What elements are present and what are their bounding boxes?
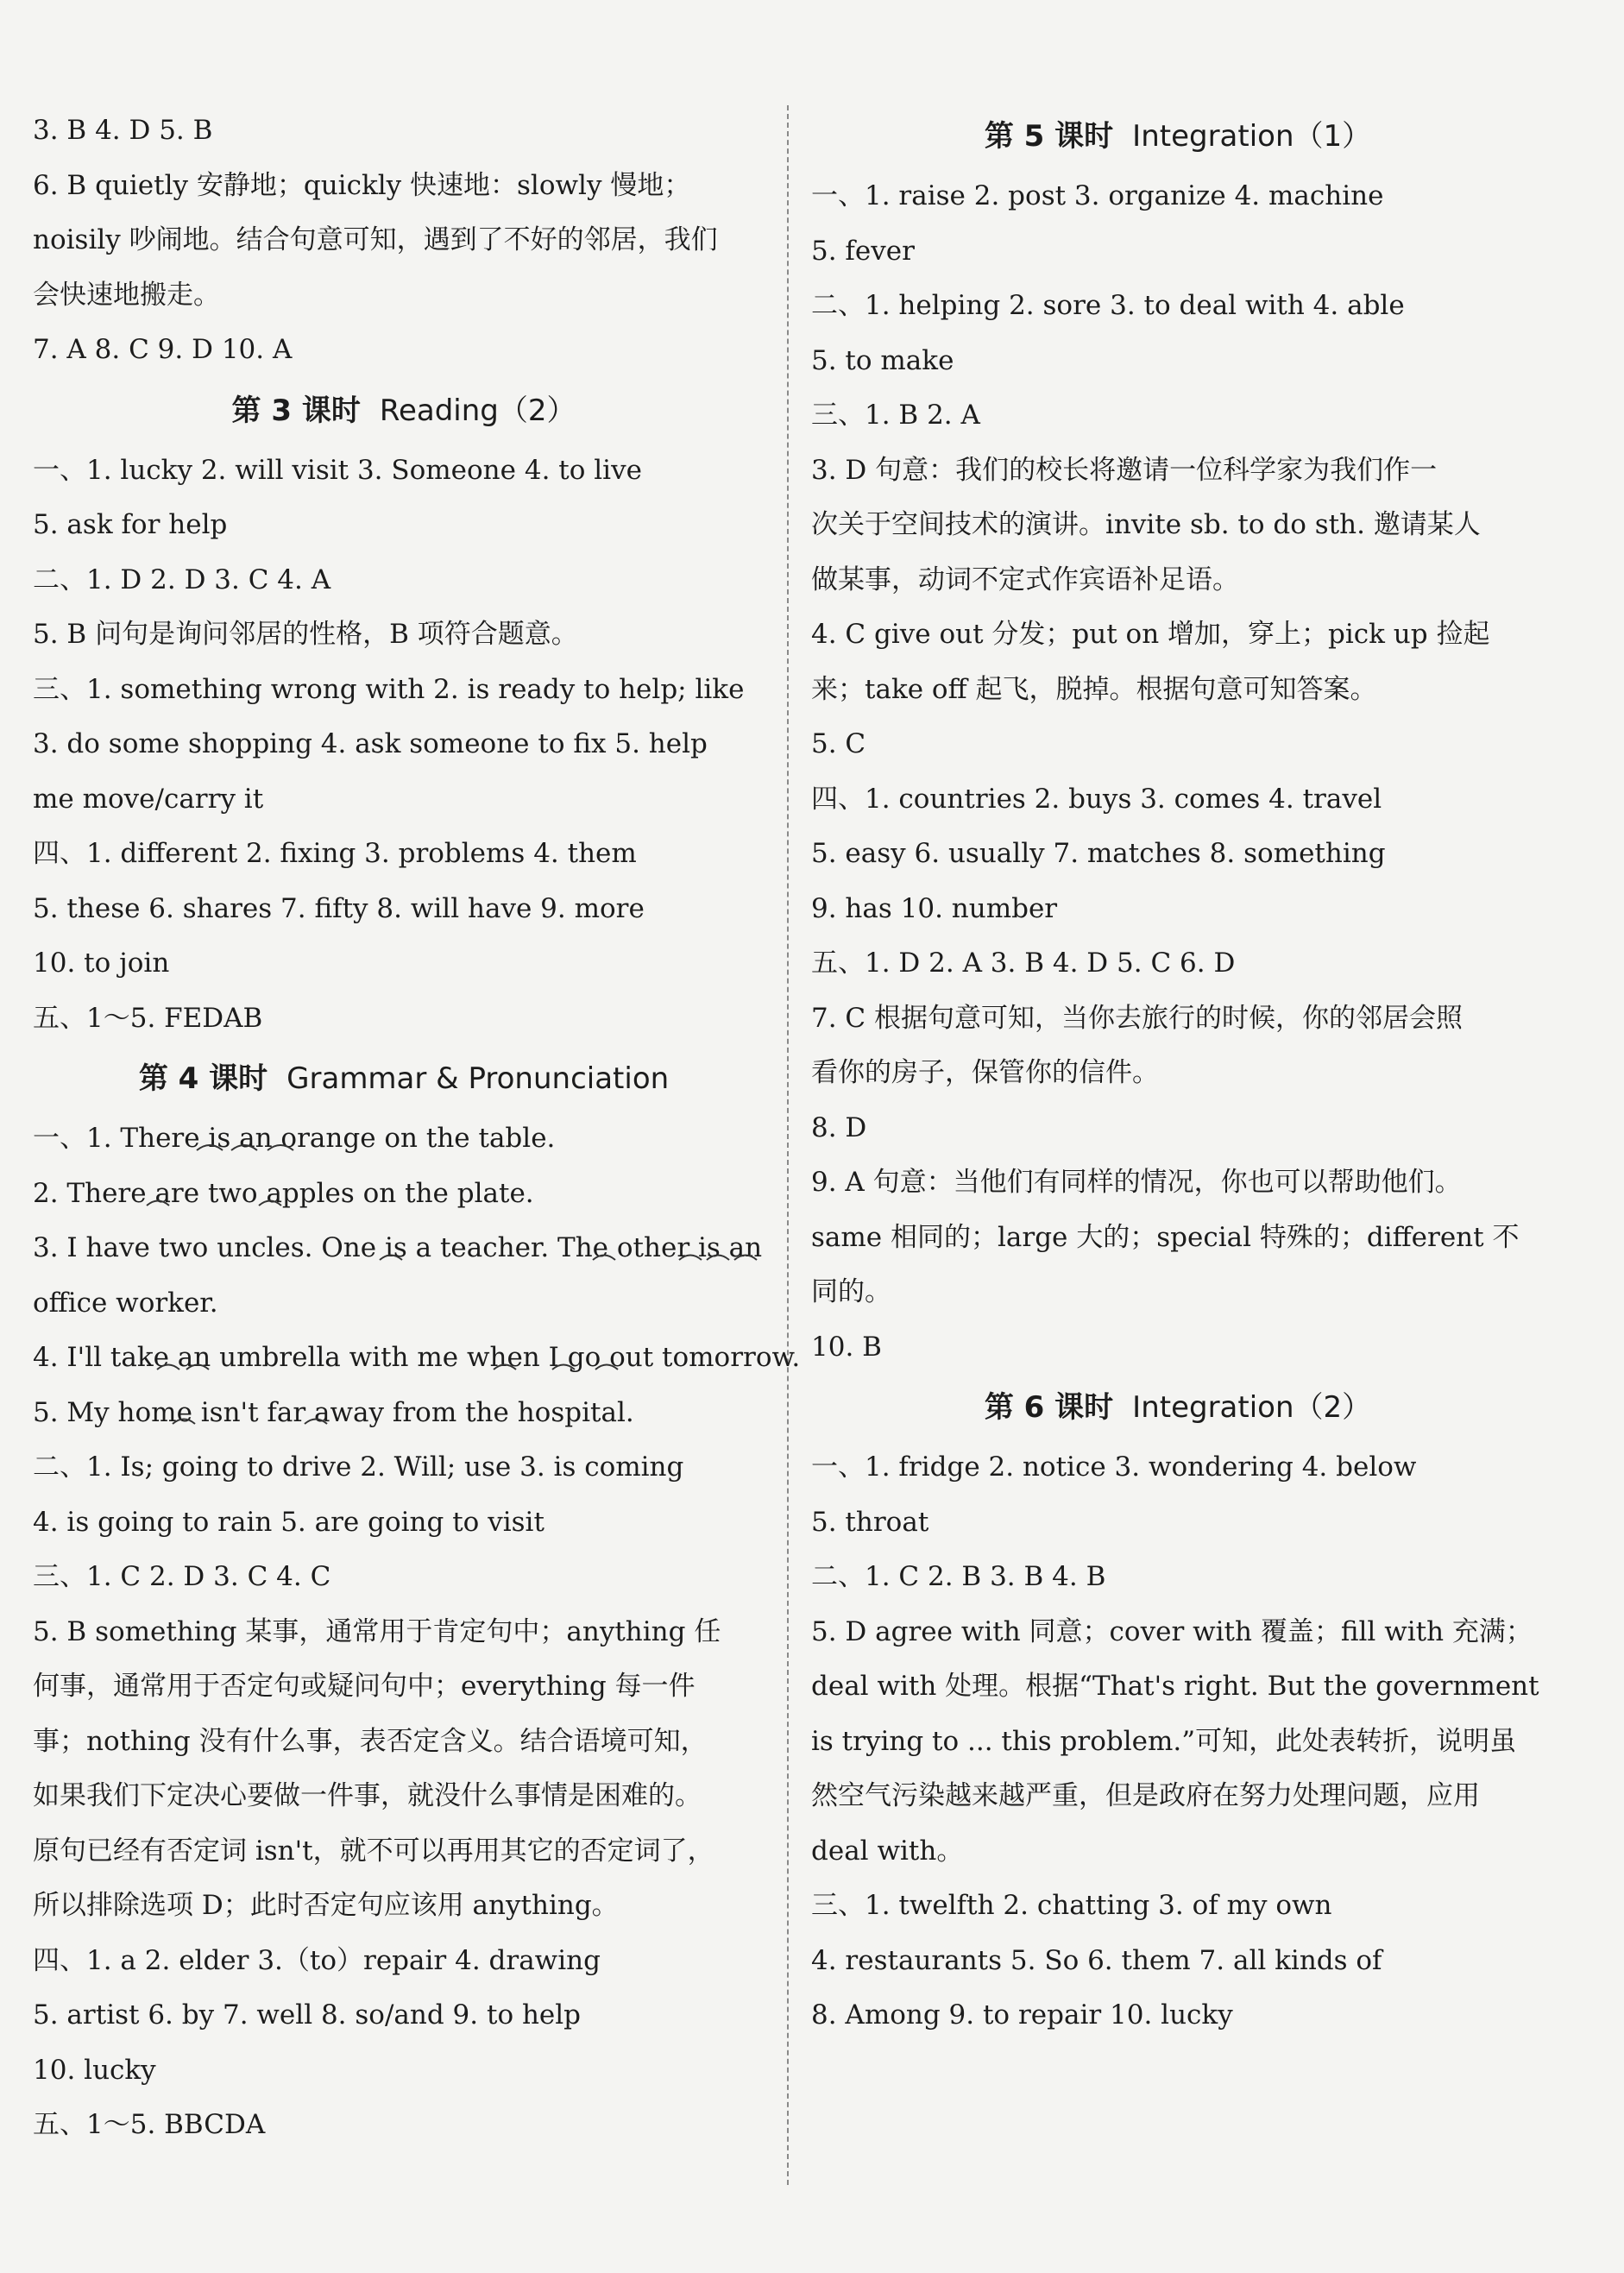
lesson-heading (811, 1375, 1545, 1440)
answer-line: 2. There are two apples on the plate. (33, 1177, 534, 1209)
answer-line: deal with 处理。根据“That's right. But the government (811, 1671, 1539, 1702)
answer-line: 5. to make (811, 344, 954, 376)
answer-line: 三、1. something wrong with 2. is ready to help; like (33, 673, 745, 705)
column-divider (787, 105, 789, 2185)
answer-line: deal with。 (811, 1835, 964, 1867)
answer-line: me move/carry it (33, 783, 264, 815)
answer-line: 10. to join (33, 948, 170, 979)
answer-line: 然空气污染越来越严重，但是政府在努力处理问题，应用 (811, 1780, 1480, 1811)
answer-line: 4. restaurants 5. So 6. them 7. all kinds of (811, 1944, 1382, 1976)
answer-line: 10. B (811, 1331, 882, 1363)
answer-line: 一、1. There is an orange on the table. (33, 1123, 556, 1154)
answer-line: 次关于空间技术的演讲。invite sb. to do sth. 邀请某人 (811, 509, 1481, 540)
answer-line: 5. these 6. shares 7. fifty 8. will have 9. more (33, 892, 645, 924)
answer-line: 4. C give out 分发；put on 增加，穿上；pick up 捡起 (811, 619, 1490, 650)
lesson-number: 第 3 课时 (231, 393, 361, 428)
answer-line: 7. C 根据句意可知，当你去旅行的时候，你的邻居会照 (811, 1002, 1463, 1034)
answer-line: 所以排除选项 D；此时否定句应该用 anything。 (33, 1890, 619, 1921)
lesson-number: 第 6 课时 (984, 1390, 1114, 1425)
answer-line: 二、1. helping 2. sore 3. to deal with 4. able (811, 290, 1405, 321)
answer-line: 3. B 4. D 5. B (33, 115, 213, 146)
answer-line: 5. ask for help (33, 509, 228, 540)
right-column (811, 104, 1545, 2043)
answer-line: 5. fever (811, 235, 915, 267)
answer-line: 4. I'll take an umbrella with me when I go out tomorrow. (33, 1342, 801, 1373)
answer-line: 何事，通常用于否定句或疑问句中；everything 每一件 (33, 1671, 696, 1702)
answer-line: 三、1. twelfth 2. chatting 3. of my own (811, 1890, 1332, 1921)
answer-line: 原句已经有否定词 isn't，就不可以再用其它的否定词了， (33, 1835, 714, 1867)
answer-line: noisily 吵闹地。结合句意可知，遇到了不好的邻居，我们 (33, 224, 718, 255)
answer-line: 四、1. a 2. elder 3.（to）repair 4. drawing (33, 1944, 601, 1976)
answer-line: 会快速地搬走。 (33, 279, 220, 311)
answer-line: 一、1. raise 2. post 3. organize 4. machine (811, 180, 1384, 211)
answer-line: 5. throat (811, 1506, 929, 1538)
answer-line: 9. has 10. number (811, 892, 1058, 924)
lesson-heading (33, 1046, 775, 1111)
lesson-title: Integration（2） (1132, 1390, 1372, 1425)
answer-line: 5. B 问句是询问邻居的性格，B 项符合题意。 (33, 619, 578, 650)
answer-line: 同的。 (811, 1276, 891, 1307)
lesson-number: 第 5 课时 (984, 119, 1114, 154)
answer-line: 6. B quietly 安静地；quickly 快速地：slowly 慢地； (33, 169, 691, 201)
answer-line: 来；take off 起飞，脱掉。根据句意可知答案。 (811, 673, 1377, 705)
answer-line: 二、1. D 2. D 3. C 4. A (33, 564, 331, 595)
answer-line: 5. B something 某事，通常用于肯定句中；anything 任 (33, 1615, 721, 1647)
answer-line: 5. artist 6. by 7. well 8. so/and 9. to help (33, 1999, 582, 2031)
answer-line: 五、1～5. BBCDA (33, 2109, 266, 2140)
answer-line: 事；nothing 没有什么事，表否定含义。结合语境可知， (33, 1725, 708, 1757)
answer-line: office worker. (33, 1287, 218, 1319)
answer-line: 如果我们下定决心要做一件事，就没什么事情是困难的。 (33, 1780, 702, 1811)
answer-line: 四、1. countries 2. buys 3. comes 4. travel (811, 783, 1382, 815)
answer-line: 一、1. lucky 2. will visit 3. Someone 4. to live (33, 454, 642, 486)
answer-line: 一、1. fridge 2. notice 3. wondering 4. below (811, 1451, 1417, 1483)
answer-line: is trying to ... this problem.”可知，此处表转折，说明虽 (811, 1725, 1517, 1757)
answer-line: same 相同的；large 大的；special 特殊的；different 不 (811, 1221, 1520, 1253)
answer-line: 5. D agree with 同意；cover with 覆盖；fill with 充满； (811, 1615, 1533, 1647)
answer-line: 三、1. C 2. D 3. C 4. C (33, 1561, 331, 1592)
answer-line: 9. A 句意：当他们有同样的情况，你也可以帮助他们。 (811, 1167, 1462, 1198)
answer-line: 二、1. C 2. B 3. B 4. B (811, 1561, 1106, 1592)
lesson-number: 第 4 课时 (138, 1061, 268, 1096)
lesson-title: Reading（2） (379, 393, 576, 428)
answer-line: 5. My home isn't far away from the hospital. (33, 1396, 634, 1428)
answer-line: 4. is going to rain 5. are going to visit (33, 1506, 544, 1538)
answer-line: 三、1. B 2. A (811, 400, 980, 431)
answer-line: 做某事，动词不定式作宾语补足语。 (811, 564, 1239, 595)
answer-line: 3. D 句意：我们的校长将邀请一位科学家为我们作一 (811, 454, 1438, 486)
answer-line: 5. easy 6. usually 7. matches 8. something (811, 838, 1386, 869)
lesson-heading (811, 104, 1545, 169)
answer-line: 8. D (811, 1111, 867, 1143)
lesson-heading (33, 378, 775, 444)
answer-line: 五、1. D 2. A 3. B 4. D 5. C 6. D (811, 948, 1236, 979)
answer-line: 3. do some shopping 4. ask someone to fix 5. help (33, 728, 708, 759)
answer-line: 二、1. Is; going to drive 2. Will; use 3. is coming (33, 1451, 684, 1483)
answer-line: 看你的房子，保管你的信件。 (811, 1057, 1159, 1088)
answer-line: 7. A 8. C 9. D 10. A (33, 334, 293, 365)
answer-line: 3. I have two uncles. One is a teacher. The other is an (33, 1232, 763, 1263)
answer-line: 8. Among 9. to repair 10. lucky (811, 1999, 1233, 2031)
lesson-title: Grammar & Pronunciation (286, 1061, 670, 1096)
left-column (33, 104, 801, 2153)
answer-line: 四、1. different 2. fixing 3. problems 4. them (33, 838, 637, 869)
answer-line: 5. C (811, 728, 866, 759)
answer-line: 10. lucky (33, 2054, 156, 2086)
lesson-title: Integration（1） (1132, 119, 1372, 154)
answer-line: 五、1～5. FEDAB (33, 1002, 263, 1034)
